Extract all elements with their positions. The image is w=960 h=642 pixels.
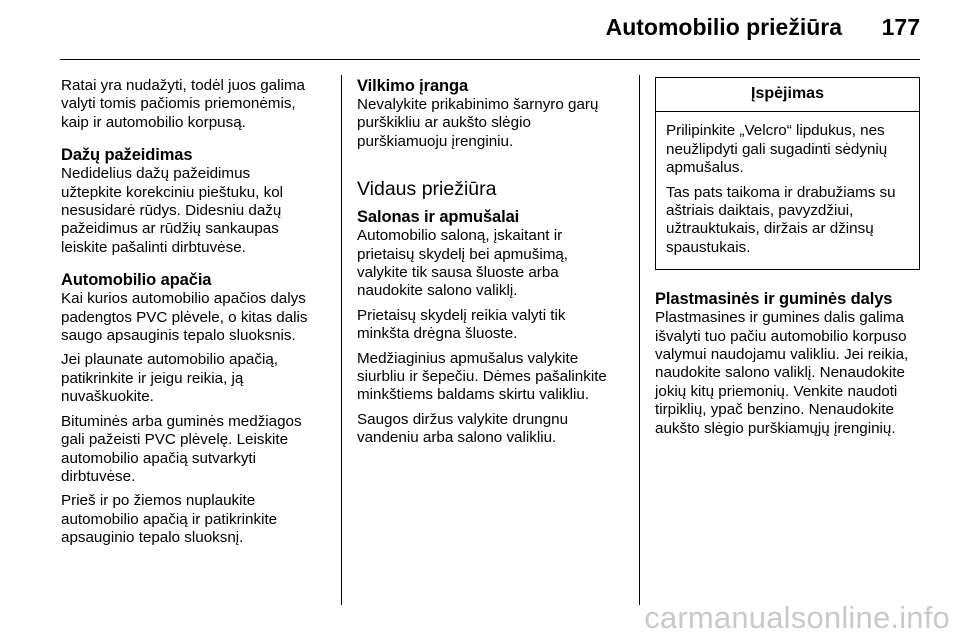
- interior-care-title: Vidaus priežiūra: [357, 178, 497, 201]
- warning-paragraph-1: Prilipinkite „Velcro“ lipdukus, nes neužlipdyti gali sugadinti sėdynių apmušalus.: [666, 122, 888, 177]
- underbody-paragraph-1: Kai kurios automobilio apačios dalys padengtos PVC plėvele, o kitas dalis saugo apsauginis tepalo sluoksnis.: [61, 290, 308, 345]
- page-title: Automobilio priežiūra: [605, 14, 842, 40]
- watermark: carmanualsonline.info: [644, 600, 950, 635]
- warning-paragraph-2: Tas pats taikoma ir drabužiams su aštriais daiktais, pavyzdžiui, užtrauktukais, diržais ar džinsų spaustukais.: [666, 183, 896, 256]
- underbody-heading: Automobilio apačia: [61, 271, 212, 290]
- underbody-paragraph-2: Jei plaunate automobilio apačią, patikrinkite ir jeigu reikia, ją nuvaškuokite.: [61, 351, 278, 406]
- column-divider-2: [639, 75, 640, 605]
- column-2: [357, 77, 632, 454]
- intro-paragraph: Ratai yra nudažyti, todėl juos galima valyti tomis pačiomis priemonėmis, kaip ir automobilio korpusą.: [61, 77, 305, 131]
- column-3: [655, 77, 920, 444]
- paint-damage-heading: Dažų pažeidimas: [61, 146, 193, 165]
- underbody-paragraph-3: Bituminės arba guminės medžiagos gali pažeisti PVC plėvelę. Leiskite automobilio apačią sutvarkyti dirbtuvėse.: [61, 412, 302, 485]
- header-divider: [60, 59, 920, 60]
- plastic-rubber-heading: Plastmasinės ir guminės dalys: [655, 290, 893, 309]
- cabin-heading: Salonas ir apmušalai: [357, 208, 520, 227]
- cabin-paragraph-4: Saugos diržus valykite drungnu vandeniu arba salono valikliu.: [357, 410, 569, 447]
- underbody-paragraph-4: Prieš ir po žiemos nuplaukite automobilio apačią ir patikrinkite apsauginio tepalo sluoksnį.: [61, 492, 278, 547]
- cabin-paragraph-2: Prietaisų skydelį reikia valyti tik minkšta drėgna šluoste.: [357, 306, 566, 343]
- column-1: [61, 77, 333, 554]
- warning-title: Įspėjimas: [656, 78, 919, 112]
- plastic-rubber-paragraph: Plastmasines ir gumines dalis galima išvalyti tuo pačiu automobilio korpuso valymui naudojamu valikliu. Jei reikia, naudokite salono valiklį. Nenaudokite jokių kitų priemonių. Venkite naudoti tirpiklių, ypač benzino. Nenaudokite aukšto slėgio purškiamųjų įrenginių.: [655, 309, 909, 437]
- towing-paragraph: Nevalykite prikabinimo šarnyro garų purškikliu ar aukšto slėgio purškiamuoju įrenginiu.: [357, 96, 599, 150]
- column-divider-1: [341, 75, 342, 605]
- warning-box: [655, 77, 920, 270]
- towing-heading: Vilkimo įranga: [357, 77, 469, 95]
- cabin-paragraph-1: Automobilio saloną, įskaitant ir prietaisų skydelį bei apmušimą, valykite tik sausa šluoste arba naudokite salono valiklį.: [357, 227, 569, 300]
- paint-damage-paragraph: Nedidelius dažų pažeidimus užtepkite korekciniu pieštuku, kol nesusidarė rūdys. Didesniu dažų pažeidimus ar rūdžių sankaupas leiskite pašalinti dirbtuvėse.: [61, 165, 284, 256]
- cabin-paragraph-3: Medžiaginius apmušalus valykite siurbliu ir šepečiu. Dėmes pašalinkite minkštiems baldams skirtu valikliu.: [357, 349, 607, 404]
- page-number: 177: [881, 14, 920, 40]
- warning-body: [656, 112, 919, 269]
